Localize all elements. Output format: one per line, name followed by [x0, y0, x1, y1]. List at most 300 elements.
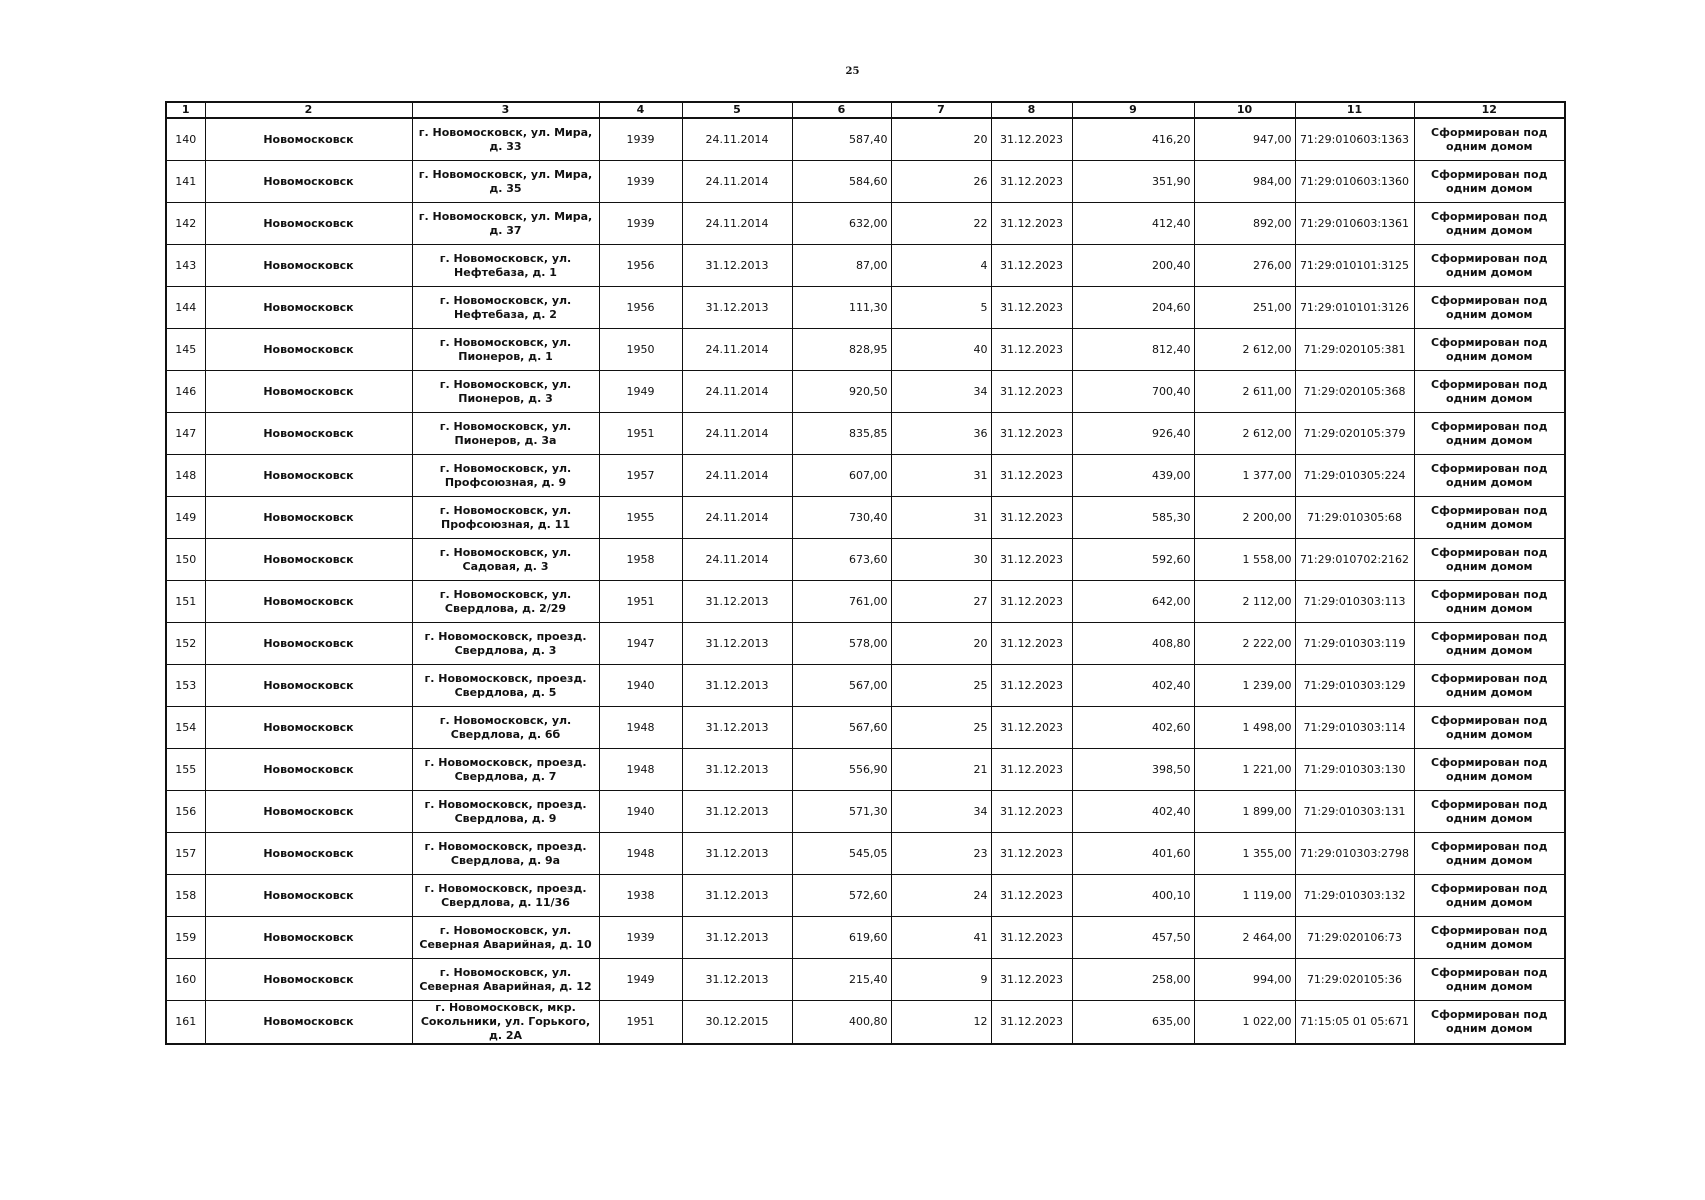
- cell-date: 31.12.2013: [682, 749, 792, 791]
- column-header-11: 11: [1295, 102, 1414, 118]
- cell-row-number: 140: [166, 118, 205, 161]
- cell-build-year: 1939: [599, 203, 682, 245]
- cell-land-status: Сформирован под одним домом: [1414, 1001, 1565, 1045]
- header-row: [166, 102, 1565, 118]
- cell-cadastral-number: 71:29:010303:129: [1295, 665, 1414, 707]
- cell-address: г. Новомосковск, ул. Садовая, д. 3: [412, 539, 599, 581]
- cell-area-2: 700,40: [1072, 371, 1194, 413]
- cell-area: 545,05: [792, 833, 891, 875]
- table-header: [166, 102, 1565, 118]
- cell-count: 4: [891, 245, 991, 287]
- cell-count: 36: [891, 413, 991, 455]
- cell-row-number: 158: [166, 875, 205, 917]
- cell-land-area: 947,00: [1194, 118, 1295, 161]
- cell-count: 27: [891, 581, 991, 623]
- cell-cadastral-number: 71:29:010603:1361: [1295, 203, 1414, 245]
- cell-land-area: 1 558,00: [1194, 539, 1295, 581]
- cell-count: 25: [891, 707, 991, 749]
- cell-count: 24: [891, 875, 991, 917]
- cell-land-status: Сформирован под одним домом: [1414, 623, 1565, 665]
- cell-address: г. Новомосковск, проезд. Свердлова, д. 11/36: [412, 875, 599, 917]
- cell-address: г. Новомосковск, мкр. Сокольники, ул. Горького, д. 2А: [412, 1001, 599, 1045]
- table-row: [166, 707, 1565, 749]
- cell-date: 31.12.2013: [682, 581, 792, 623]
- cell-locality: Новомосковск: [205, 707, 412, 749]
- cell-deadline-date: 31.12.2023: [991, 371, 1072, 413]
- cell-row-number: 153: [166, 665, 205, 707]
- cell-date: 31.12.2013: [682, 665, 792, 707]
- table-row: [166, 203, 1565, 245]
- cell-land-status: Сформирован под одним домом: [1414, 875, 1565, 917]
- cell-locality: Новомосковск: [205, 203, 412, 245]
- cell-date: 24.11.2014: [682, 413, 792, 455]
- table-row: [166, 1001, 1565, 1045]
- cell-locality: Новомосковск: [205, 623, 412, 665]
- cell-address: г. Новомосковск, ул. Мира, д. 35: [412, 161, 599, 203]
- cell-address: г. Новомосковск, ул. Свердлова, д. 6б: [412, 707, 599, 749]
- cell-address: г. Новомосковск, ул. Пионеров, д. 1: [412, 329, 599, 371]
- cell-date: 31.12.2013: [682, 287, 792, 329]
- cell-deadline-date: 31.12.2023: [991, 1001, 1072, 1045]
- cell-locality: Новомосковск: [205, 413, 412, 455]
- cell-count: 5: [891, 287, 991, 329]
- cell-cadastral-number: 71:29:010303:119: [1295, 623, 1414, 665]
- cell-area: 572,60: [792, 875, 891, 917]
- cell-land-area: 251,00: [1194, 287, 1295, 329]
- cell-area-2: 258,00: [1072, 959, 1194, 1001]
- cell-deadline-date: 31.12.2023: [991, 203, 1072, 245]
- cell-area-2: 408,80: [1072, 623, 1194, 665]
- cell-date: 24.11.2014: [682, 329, 792, 371]
- cell-land-status: Сформирован под одним домом: [1414, 665, 1565, 707]
- cell-build-year: 1957: [599, 455, 682, 497]
- cell-land-area: 1 239,00: [1194, 665, 1295, 707]
- cell-deadline-date: 31.12.2023: [991, 245, 1072, 287]
- cell-locality: Новомосковск: [205, 749, 412, 791]
- cell-cadastral-number: 71:29:010303:131: [1295, 791, 1414, 833]
- cell-row-number: 147: [166, 413, 205, 455]
- cell-locality: Новомосковск: [205, 161, 412, 203]
- cell-land-status: Сформирован под одним домом: [1414, 749, 1565, 791]
- cell-cadastral-number: 71:29:010702:2162: [1295, 539, 1414, 581]
- cell-date: 31.12.2013: [682, 245, 792, 287]
- cell-address: г. Новомосковск, ул. Профсоюзная, д. 9: [412, 455, 599, 497]
- cell-land-status: Сформирован под одним домом: [1414, 287, 1565, 329]
- cell-row-number: 146: [166, 371, 205, 413]
- cell-build-year: 1956: [599, 287, 682, 329]
- cell-build-year: 1939: [599, 118, 682, 161]
- cell-locality: Новомосковск: [205, 833, 412, 875]
- cell-cadastral-number: 71:29:010303:132: [1295, 875, 1414, 917]
- cell-count: 23: [891, 833, 991, 875]
- cell-deadline-date: 31.12.2023: [991, 413, 1072, 455]
- cell-land-area: 276,00: [1194, 245, 1295, 287]
- cell-area-2: 635,00: [1072, 1001, 1194, 1045]
- cell-area: 87,00: [792, 245, 891, 287]
- cell-date: 30.12.2015: [682, 1001, 792, 1045]
- cell-deadline-date: 31.12.2023: [991, 749, 1072, 791]
- cell-row-number: 156: [166, 791, 205, 833]
- cell-row-number: 157: [166, 833, 205, 875]
- cell-cadastral-number: 71:29:020105:379: [1295, 413, 1414, 455]
- cell-row-number: 161: [166, 1001, 205, 1045]
- table-row: [166, 413, 1565, 455]
- column-header-7: 7: [891, 102, 991, 118]
- cell-date: 24.11.2014: [682, 539, 792, 581]
- cell-area-2: 642,00: [1072, 581, 1194, 623]
- cell-build-year: 1956: [599, 245, 682, 287]
- cell-build-year: 1948: [599, 833, 682, 875]
- cell-land-status: Сформирован под одним домом: [1414, 245, 1565, 287]
- cell-land-status: Сформирован под одним домом: [1414, 413, 1565, 455]
- column-header-4: 4: [599, 102, 682, 118]
- cell-row-number: 141: [166, 161, 205, 203]
- table-row: [166, 665, 1565, 707]
- cell-locality: Новомосковск: [205, 791, 412, 833]
- cell-address: г. Новомосковск, ул. Северная Аварийная, д. 10: [412, 917, 599, 959]
- cell-locality: Новомосковск: [205, 245, 412, 287]
- cell-area: 571,30: [792, 791, 891, 833]
- cell-land-area: 2 612,00: [1194, 413, 1295, 455]
- column-header-8: 8: [991, 102, 1072, 118]
- cell-cadastral-number: 71:29:010303:130: [1295, 749, 1414, 791]
- cell-count: 30: [891, 539, 991, 581]
- cell-deadline-date: 31.12.2023: [991, 497, 1072, 539]
- cell-row-number: 151: [166, 581, 205, 623]
- cell-build-year: 1958: [599, 539, 682, 581]
- cell-area-2: 204,60: [1072, 287, 1194, 329]
- cell-area: 215,40: [792, 959, 891, 1001]
- cell-address: г. Новомосковск, проезд. Свердлова, д. 5: [412, 665, 599, 707]
- cell-count: 40: [891, 329, 991, 371]
- cell-area-2: 412,40: [1072, 203, 1194, 245]
- cell-locality: Новомосковск: [205, 875, 412, 917]
- cell-area: 556,90: [792, 749, 891, 791]
- cell-deadline-date: 31.12.2023: [991, 917, 1072, 959]
- cell-row-number: 149: [166, 497, 205, 539]
- cell-row-number: 142: [166, 203, 205, 245]
- cell-area-2: 457,50: [1072, 917, 1194, 959]
- cell-area: 673,60: [792, 539, 891, 581]
- table-row: [166, 287, 1565, 329]
- cell-area-2: 402,40: [1072, 791, 1194, 833]
- cell-address: г. Новомосковск, ул. Нефтебаза, д. 1: [412, 245, 599, 287]
- cell-locality: Новомосковск: [205, 329, 412, 371]
- cell-land-area: 1 498,00: [1194, 707, 1295, 749]
- cell-build-year: 1938: [599, 875, 682, 917]
- column-header-1: 1: [166, 102, 205, 118]
- cell-land-status: Сформирован под одним домом: [1414, 329, 1565, 371]
- cell-date: 31.12.2013: [682, 833, 792, 875]
- cell-land-area: 984,00: [1194, 161, 1295, 203]
- cell-date: 31.12.2013: [682, 917, 792, 959]
- cell-count: 31: [891, 455, 991, 497]
- cell-land-status: Сформирован под одним домом: [1414, 791, 1565, 833]
- cell-build-year: 1951: [599, 1001, 682, 1045]
- cell-row-number: 144: [166, 287, 205, 329]
- cell-area-2: 439,00: [1072, 455, 1194, 497]
- column-header-2: 2: [205, 102, 412, 118]
- cell-build-year: 1948: [599, 707, 682, 749]
- cell-land-status: Сформирован под одним домом: [1414, 833, 1565, 875]
- cell-area: 730,40: [792, 497, 891, 539]
- cell-count: 31: [891, 497, 991, 539]
- cell-area-2: 592,60: [1072, 539, 1194, 581]
- table-row: [166, 833, 1565, 875]
- cell-deadline-date: 31.12.2023: [991, 287, 1072, 329]
- cell-date: 24.11.2014: [682, 455, 792, 497]
- cell-address: г. Новомосковск, проезд. Свердлова, д. 7: [412, 749, 599, 791]
- cell-land-status: Сформирован под одним домом: [1414, 581, 1565, 623]
- table-row: [166, 539, 1565, 581]
- cell-address: г. Новомосковск, ул. Профсоюзная, д. 11: [412, 497, 599, 539]
- cell-address: г. Новомосковск, ул. Северная Аварийная, д. 12: [412, 959, 599, 1001]
- table-row: [166, 875, 1565, 917]
- cell-locality: Новомосковск: [205, 917, 412, 959]
- cell-area: 584,60: [792, 161, 891, 203]
- table-row: [166, 245, 1565, 287]
- cell-date: 31.12.2013: [682, 623, 792, 665]
- cell-count: 25: [891, 665, 991, 707]
- cell-date: 24.11.2014: [682, 161, 792, 203]
- cell-land-status: Сформирован под одним домом: [1414, 539, 1565, 581]
- cell-deadline-date: 31.12.2023: [991, 791, 1072, 833]
- cell-land-area: 2 611,00: [1194, 371, 1295, 413]
- cell-cadastral-number: 71:29:010101:3125: [1295, 245, 1414, 287]
- cell-locality: Новомосковск: [205, 959, 412, 1001]
- table-row: [166, 791, 1565, 833]
- cell-build-year: 1951: [599, 413, 682, 455]
- cell-row-number: 145: [166, 329, 205, 371]
- cell-area-2: 416,20: [1072, 118, 1194, 161]
- page-number: 25: [845, 66, 860, 77]
- cell-count: 20: [891, 623, 991, 665]
- cell-land-area: 892,00: [1194, 203, 1295, 245]
- cell-count: 20: [891, 118, 991, 161]
- cell-address: г. Новомосковск, ул. Свердлова, д. 2/29: [412, 581, 599, 623]
- cell-cadastral-number: 71:29:010603:1360: [1295, 161, 1414, 203]
- cell-land-status: Сформирован под одним домом: [1414, 161, 1565, 203]
- cell-deadline-date: 31.12.2023: [991, 875, 1072, 917]
- cell-land-area: 1 355,00: [1194, 833, 1295, 875]
- table-row: [166, 329, 1565, 371]
- cell-build-year: 1949: [599, 959, 682, 1001]
- cell-land-area: 1 022,00: [1194, 1001, 1295, 1045]
- cell-row-number: 159: [166, 917, 205, 959]
- cell-address: г. Новомосковск, ул. Пионеров, д. 3: [412, 371, 599, 413]
- column-header-12: 12: [1414, 102, 1565, 118]
- table-row: [166, 581, 1565, 623]
- cell-count: 41: [891, 917, 991, 959]
- cell-deadline-date: 31.12.2023: [991, 959, 1072, 1001]
- cell-date: 31.12.2013: [682, 875, 792, 917]
- cell-area-2: 398,50: [1072, 749, 1194, 791]
- cell-locality: Новомосковск: [205, 371, 412, 413]
- cell-area-2: 585,30: [1072, 497, 1194, 539]
- cell-deadline-date: 31.12.2023: [991, 539, 1072, 581]
- table-row: [166, 917, 1565, 959]
- table-row: [166, 497, 1565, 539]
- cell-deadline-date: 31.12.2023: [991, 118, 1072, 161]
- cell-deadline-date: 31.12.2023: [991, 623, 1072, 665]
- cell-area-2: 812,40: [1072, 329, 1194, 371]
- cell-cadastral-number: 71:29:020105:36: [1295, 959, 1414, 1001]
- cell-date: 24.11.2014: [682, 497, 792, 539]
- housing-registry-table: [165, 101, 1566, 1045]
- cell-count: 34: [891, 371, 991, 413]
- cell-land-status: Сформирован под одним домом: [1414, 959, 1565, 1001]
- cell-row-number: 160: [166, 959, 205, 1001]
- cell-deadline-date: 31.12.2023: [991, 581, 1072, 623]
- cell-row-number: 152: [166, 623, 205, 665]
- cell-address: г. Новомосковск, ул. Нефтебаза, д. 2: [412, 287, 599, 329]
- cell-date: 24.11.2014: [682, 371, 792, 413]
- cell-locality: Новомосковск: [205, 287, 412, 329]
- cell-date: 31.12.2013: [682, 707, 792, 749]
- cell-row-number: 150: [166, 539, 205, 581]
- cell-cadastral-number: 71:29:020106:73: [1295, 917, 1414, 959]
- column-header-6: 6: [792, 102, 891, 118]
- cell-cadastral-number: 71:29:010305:224: [1295, 455, 1414, 497]
- cell-land-status: Сформирован под одним домом: [1414, 371, 1565, 413]
- cell-area: 835,85: [792, 413, 891, 455]
- cell-count: 26: [891, 161, 991, 203]
- cell-area-2: 926,40: [1072, 413, 1194, 455]
- cell-deadline-date: 31.12.2023: [991, 329, 1072, 371]
- cell-land-area: 1 119,00: [1194, 875, 1295, 917]
- table-row: [166, 455, 1565, 497]
- cell-area-2: 402,60: [1072, 707, 1194, 749]
- cell-count: 9: [891, 959, 991, 1001]
- cell-build-year: 1951: [599, 581, 682, 623]
- cell-locality: Новомосковск: [205, 1001, 412, 1045]
- cell-area: 578,00: [792, 623, 891, 665]
- cell-address: г. Новомосковск, проезд. Свердлова, д. 9а: [412, 833, 599, 875]
- cell-land-area: 2 612,00: [1194, 329, 1295, 371]
- cell-address: г. Новомосковск, ул. Мира, д. 33: [412, 118, 599, 161]
- cell-date: 24.11.2014: [682, 118, 792, 161]
- cell-address: г. Новомосковск, проезд. Свердлова, д. 3: [412, 623, 599, 665]
- cell-area: 587,40: [792, 118, 891, 161]
- cell-cadastral-number: 71:29:010303:113: [1295, 581, 1414, 623]
- cell-area-2: 402,40: [1072, 665, 1194, 707]
- cell-area-2: 351,90: [1072, 161, 1194, 203]
- cell-build-year: 1949: [599, 371, 682, 413]
- cell-address: г. Новомосковск, проезд. Свердлова, д. 9: [412, 791, 599, 833]
- cell-cadastral-number: 71:29:020105:368: [1295, 371, 1414, 413]
- cell-area: 632,00: [792, 203, 891, 245]
- cell-count: 12: [891, 1001, 991, 1045]
- cell-area: 567,60: [792, 707, 891, 749]
- cell-cadastral-number: 71:29:010101:3126: [1295, 287, 1414, 329]
- cell-build-year: 1940: [599, 665, 682, 707]
- cell-cadastral-number: 71:29:020105:381: [1295, 329, 1414, 371]
- cell-area-2: 400,10: [1072, 875, 1194, 917]
- cell-build-year: 1950: [599, 329, 682, 371]
- cell-build-year: 1939: [599, 161, 682, 203]
- cell-land-status: Сформирован под одним домом: [1414, 455, 1565, 497]
- cell-land-area: 1 377,00: [1194, 455, 1295, 497]
- cell-address: г. Новомосковск, ул. Мира, д. 37: [412, 203, 599, 245]
- cell-land-status: Сформирован под одним домом: [1414, 118, 1565, 161]
- cell-area: 920,50: [792, 371, 891, 413]
- cell-land-status: Сформирован под одним домом: [1414, 917, 1565, 959]
- cell-build-year: 1955: [599, 497, 682, 539]
- cell-date: 24.11.2014: [682, 203, 792, 245]
- cell-cadastral-number: 71:29:010303:2798: [1295, 833, 1414, 875]
- column-header-9: 9: [1072, 102, 1194, 118]
- table-row: [166, 118, 1565, 161]
- table-row: [166, 161, 1565, 203]
- cell-area: 619,60: [792, 917, 891, 959]
- cell-land-status: Сформирован под одним домом: [1414, 203, 1565, 245]
- cell-build-year: 1940: [599, 791, 682, 833]
- column-header-10: 10: [1194, 102, 1295, 118]
- cell-deadline-date: 31.12.2023: [991, 161, 1072, 203]
- table-row: [166, 749, 1565, 791]
- cell-count: 21: [891, 749, 991, 791]
- cell-locality: Новомосковск: [205, 665, 412, 707]
- cell-land-area: 2 112,00: [1194, 581, 1295, 623]
- cell-area: 400,80: [792, 1001, 891, 1045]
- cell-area-2: 401,60: [1072, 833, 1194, 875]
- cell-row-number: 143: [166, 245, 205, 287]
- column-header-3: 3: [412, 102, 599, 118]
- cell-address: г. Новомосковск, ул. Пионеров, д. 3а: [412, 413, 599, 455]
- cell-area: 607,00: [792, 455, 891, 497]
- cell-locality: Новомосковск: [205, 497, 412, 539]
- cell-row-number: 155: [166, 749, 205, 791]
- cell-land-area: 2 222,00: [1194, 623, 1295, 665]
- cell-build-year: 1948: [599, 749, 682, 791]
- cell-cadastral-number: 71:29:010603:1363: [1295, 118, 1414, 161]
- cell-land-area: 994,00: [1194, 959, 1295, 1001]
- cell-cadastral-number: 71:29:010305:68: [1295, 497, 1414, 539]
- cell-deadline-date: 31.12.2023: [991, 707, 1072, 749]
- cell-date: 31.12.2013: [682, 791, 792, 833]
- cell-cadastral-number: 71:15:05 01 05:671: [1295, 1001, 1414, 1045]
- cell-area: 111,30: [792, 287, 891, 329]
- cell-deadline-date: 31.12.2023: [991, 455, 1072, 497]
- cell-area: 828,95: [792, 329, 891, 371]
- table-row: [166, 959, 1565, 1001]
- cell-cadastral-number: 71:29:010303:114: [1295, 707, 1414, 749]
- cell-locality: Новомосковск: [205, 581, 412, 623]
- cell-count: 34: [891, 791, 991, 833]
- cell-deadline-date: 31.12.2023: [991, 833, 1072, 875]
- cell-locality: Новомосковск: [205, 539, 412, 581]
- cell-land-area: 2 464,00: [1194, 917, 1295, 959]
- cell-area: 567,00: [792, 665, 891, 707]
- cell-land-status: Сформирован под одним домом: [1414, 707, 1565, 749]
- cell-row-number: 148: [166, 455, 205, 497]
- table-row: [166, 371, 1565, 413]
- table-body: [166, 118, 1565, 1044]
- cell-row-number: 154: [166, 707, 205, 749]
- table-row: [166, 623, 1565, 665]
- cell-area-2: 200,40: [1072, 245, 1194, 287]
- cell-build-year: 1939: [599, 917, 682, 959]
- cell-count: 22: [891, 203, 991, 245]
- cell-land-status: Сформирован под одним домом: [1414, 497, 1565, 539]
- cell-land-area: 2 200,00: [1194, 497, 1295, 539]
- column-header-5: 5: [682, 102, 792, 118]
- cell-land-area: 1 221,00: [1194, 749, 1295, 791]
- cell-deadline-date: 31.12.2023: [991, 665, 1072, 707]
- cell-land-area: 1 899,00: [1194, 791, 1295, 833]
- cell-locality: Новомосковск: [205, 455, 412, 497]
- cell-area: 761,00: [792, 581, 891, 623]
